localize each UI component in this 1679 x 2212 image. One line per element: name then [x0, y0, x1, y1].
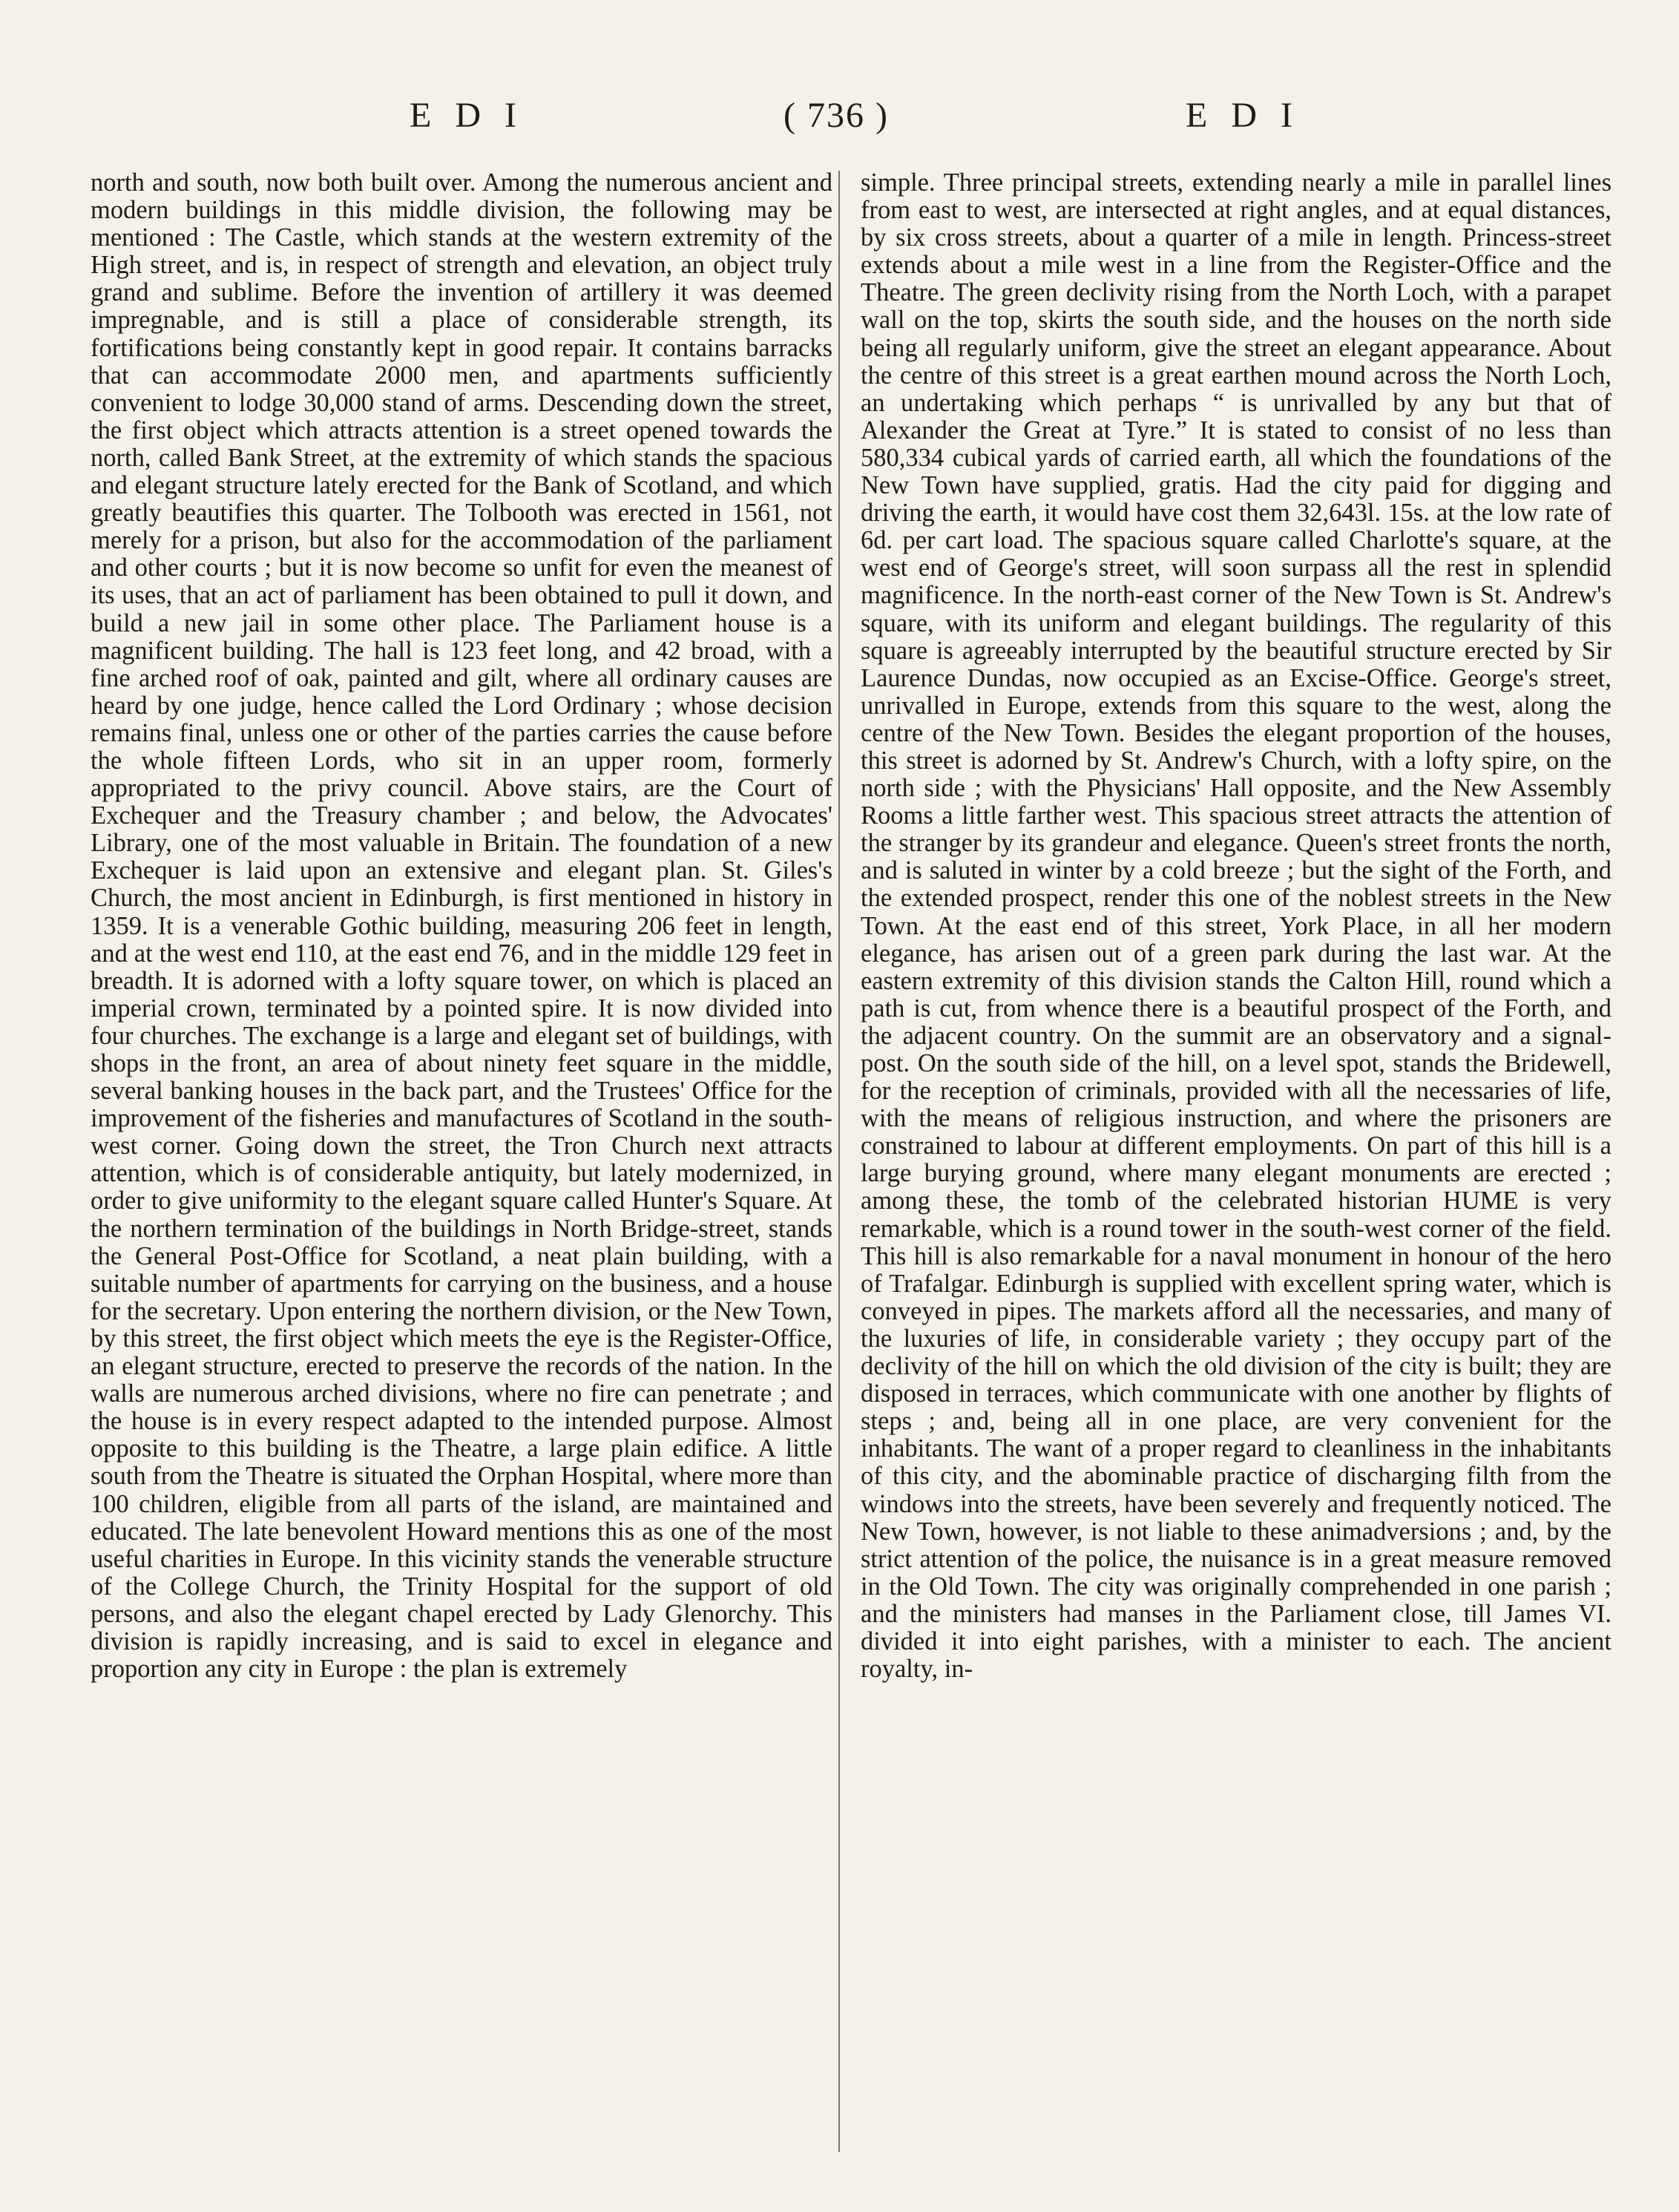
left-column [91, 169, 832, 2188]
header-left-word: E D I [410, 96, 524, 135]
left-column-text: north and south, now both built over. Among the numerous ancient and modern buildings in this middle division, the following may be mentioned : The Castle, which stands at the western extremity of the High street, and is, in respect of strength and elevation, an object truly grand and sublime. Before the invention of artillery it was deemed impregnable, and is still a place of considerable strength, its fortifications being constantly kept in good repair. It contains barracks that can accommodate 2000 men, and apartments sufficiently convenient to lodge 30,000 stand of arms. Descending down the street, the first object which attracts attention is a street opened towards the north, called Bank Street, at the extremity of which stands the spacious and elegant structure lately erected for the Bank of Scotland, and which greatly beautifies this quarter. The Tolbooth was erected in 1561, not merely for a prison, but also for the accommodation of the parliament and other courts ; but it is now become so unfit for even the meanest of its uses, that an act of parliament has been obtained to pull it down, and build a new jail in some other place. The Parliament house is a magnificent building. The hall is 123 feet long, and 42 broad, with a fine arched roof of oak, painted and gilt, where all ordinary causes are heard by one judge, hence called the Lord Ordinary ; whose decision remains final, unless one or other of the parties carries the cause before the whole fifteen Lords, who sit in an upper room, formerly appropriated to the privy council. Above stairs, are the Court of Exchequer and the Treasury chamber ; and below, the Advocates' Library, one of the most valuable in Britain. The foundation of a new Exchequer is laid upon an extensive and elegant plan. St. Giles's Church, the most ancient in Edinburgh, is first mentioned in history in 1359. It is a venerable Gothic building, measuring 206 feet in length, and at the west end 110, at the east end 76, and in the middle 129 feet in breadth. It is adorned with a lofty square tower, on which is placed an imperial crown, terminated by a pointed spire. It is now divided into four churches. The exchange is a large and elegant set of buildings, with shops in the front, an area of about ninety feet square in the middle, several banking houses in the back part, and the Trustees' Office for the improvement of the fisheries and manufactures of Scotland in the south-west corner. Going down the street, the Tron Church next attracts attention, which is of considerable antiquity, but lately modernized, in order to give uniformity to the elegant square called Hunter's Square. At the northern termination of the buildings in North Bridge-street, stands the General Post-Office for Scotland, a neat plain building, with a suitable number of apartments for carrying on the business, and a house for the secretary. Upon entering the northern division, or the New Town, by this street, the first object which meets the eye is the Register-Office, an elegant structure, erected to preserve the records of the nation. In the walls are numerous arched divisions, where no fire can penetrate ; and the house is in every respect adapted to the intended purpose. Almost opposite to this building is the Theatre, a large plain edifice. A little south from the Theatre is situated the Orphan Hospital, where more than 100 children, eligible from all parts of the island, are maintained and educated. The late benevolent Howard mentions this as one of the most useful charities in Europe. In this vicinity stands the venerable structure of the College Church, the Trinity Hospital for the support of old persons, and also the elegant chapel erected by Lady Glenorchy. This division is rapidly increasing, and is said to excel in elegance and proportion any city in Europe : the plan is extremely [91, 169, 832, 1684]
right-column-text: simple. Three principal streets, extending nearly a mile in parallel lines from east to west, are intersected at right angles, and at equal distances, by six cross streets, about a quarter of a mile in length. Princess-street extends about a mile west in a line from the Register-Office and the Theatre. The green declivity rising from the North Loch, with a parapet wall on the top, skirts the south side, and the houses on the north side being all regularly uniform, give the street an elegant appearance. About the centre of this street is a great earthen mound across the North Loch, an undertaking which perhaps “ is unrivalled by any but that of Alexander the Great at Tyre.” It is stated to consist of no less than 580,334 cubical yards of carried earth, all which the foundations of the New Town have supplied, gratis. Had the city paid for digging and driving the earth, it would have cost them 32,643l. 15s. at the low rate of 6d. per cart load. The spacious square called Charlotte's square, at the west end of George's street, will soon surpass all the rest in splendid magnificence. In the north-east corner of the New Town is St. Andrew's square, with its uniform and elegant buildings. The regularity of this square is agreeably interrupted by the beautiful structure erected by Sir Laurence Dundas, now occupied as an Excise-Office. George's street, unrivalled in Europe, extends from this square to the west, along the centre of the New Town. Besides the elegant proportion of the houses, this street is adorned by St. Andrew's Church, with a lofty spire, on the north side ; with the Physicians' Hall opposite, and the New Assembly Rooms a little farther west. This spacious street attracts the attention of the stranger by its grandeur and elegance. Queen's street fronts the north, and is saluted in winter by a cold breeze ; but the sight of the Forth, and the extended prospect, render this one of the noblest streets in the New Town. At the east end of this street, York Place, in all her modern elegance, has arisen out of a green park during the last war. At the eastern extremity of this division stands the Calton Hill, round which a path is cut, from whence there is a beautiful prospect of the Forth, and the adjacent country. On the summit are an observatory and a signal-post. On the south side of the hill, on a level spot, stands the Bridewell, for the reception of criminals, provided with all the necessaries of life, with the means of religious instruction, and where the prisoners are constrained to labour at different employments. On part of this hill is a large burying ground, where many elegant monuments are erected ; among these, the tomb of the celebrated historian HUME is very remarkable, which is a round tower in the south-west corner of the field. This hill is also remarkable for a naval monument in honour of the hero of Trafalgar. Edinburgh is supplied with excellent spring water, which is conveyed in pipes. The markets afford all the necessaries, and many of the luxuries of life, in considerable variety ; they occupy part of the declivity of the hill on which the old division of the city is built; they are disposed in terraces, which communicate with one another by flights of steps ; and, being all in one place, are very convenient for the inhabitants. The want of a proper regard to cleanliness in the inhabitants of this city, and the abominable practice of discharging filth from the windows into the streets, have been severely and frequently noticed. The New Town, however, is not liable to these animadversions ; and, by the strict attention of the police, the nuisance is in a great measure removed in the Old Town. The city was originally comprehended in one parish ; and the ministers had manses in the Parliament close, till James VI. divided it into eight parishes, with a minister to each. The ancient royalty, in- [861, 169, 1611, 1684]
page-number: ( 736 ) [783, 96, 889, 135]
header-right-word: E D I [1186, 96, 1300, 135]
right-column [861, 169, 1611, 2188]
column-divider [838, 171, 840, 2152]
running-header [0, 95, 1679, 154]
